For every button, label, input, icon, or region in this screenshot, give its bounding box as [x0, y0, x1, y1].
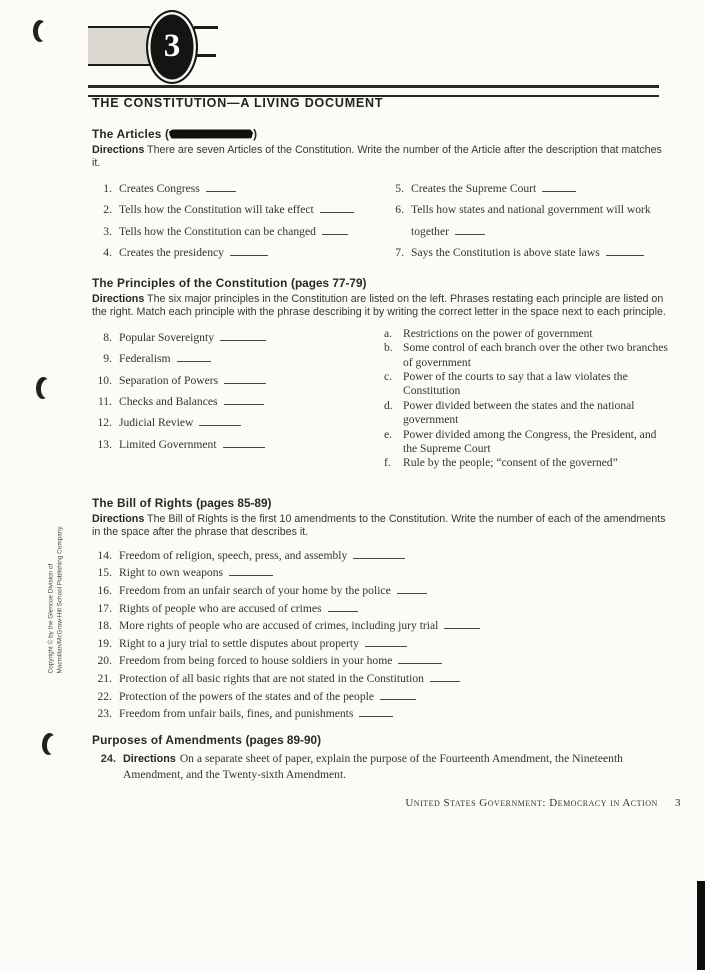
- worksheet-item: [92, 348, 384, 369]
- item-text: Directions On a separate sheet of paper, explain the purpose of the Fourteenth Amendment, the Nineteenth Amendment, and the Twenty-sixth Amendment.: [123, 752, 623, 782]
- item-text: Right to own weapons: [119, 564, 273, 582]
- section-principles: [92, 276, 670, 471]
- item-text: Separation of Powers: [119, 370, 266, 391]
- item-text: Judicial Review: [119, 412, 241, 433]
- item-text: Says the Constitution is above state laws: [411, 242, 644, 263]
- worksheet-item: [384, 199, 670, 242]
- item-number: 16.: [97, 584, 112, 597]
- item-text: Popular Sovereignty: [119, 327, 266, 348]
- chapter-number: 3: [163, 27, 181, 64]
- worksheet-item: [92, 370, 384, 391]
- directions-label: Directions: [123, 753, 176, 765]
- chapter-number-oval: [146, 10, 198, 84]
- articles-list-left: [92, 178, 384, 264]
- worksheet-item: [92, 751, 670, 783]
- answer-blank: [365, 636, 407, 647]
- item-number: 9.: [103, 352, 112, 366]
- choice-item: [384, 341, 670, 370]
- answer-blank: [177, 351, 211, 362]
- choice-item: [384, 399, 670, 428]
- choice-letter: b.: [384, 341, 393, 355]
- section-purposes: [92, 733, 670, 783]
- crescent-scan-mark: [41, 732, 58, 756]
- item-number: 19.: [97, 636, 112, 650]
- worksheet-item: [92, 688, 670, 706]
- item-number: 23.: [97, 707, 112, 721]
- worksheet-item: [92, 242, 384, 263]
- item-number: 6.: [395, 203, 404, 217]
- item-number: 10.: [97, 373, 112, 387]
- item-number: 12.: [97, 416, 112, 430]
- answer-blank: [353, 548, 405, 559]
- worksheet-item: [92, 199, 384, 220]
- section-heading: Purposes of Amendments (pages 89-90): [92, 733, 322, 747]
- page-title: THE CONSTITUTION—A LIVING DOCUMENT: [92, 96, 384, 110]
- articles-list-right: [384, 178, 670, 264]
- item-number: 17.: [97, 601, 112, 615]
- worksheet-item: [92, 412, 384, 433]
- answer-blank: [229, 565, 273, 576]
- item-text: Freedom of religion, speech, press, and assembly: [119, 547, 405, 565]
- worksheet-item: [92, 705, 670, 723]
- choice-text: Power of the courts to say that a law violates the Constitution: [403, 370, 628, 398]
- item-text: Tells how the Constitution will take effect: [119, 199, 354, 220]
- item-number: 22.: [97, 689, 112, 703]
- item-text: Freedom from an unfair search of your home by the police: [119, 582, 427, 600]
- crescent-scan-mark: [35, 377, 51, 401]
- answer-blank: [455, 224, 485, 235]
- section-heading: The Bill of Rights (pages 85-89): [92, 496, 272, 510]
- worksheet-item: [92, 582, 670, 600]
- worksheet-item: [92, 178, 384, 199]
- crescent-scan-mark: [33, 20, 48, 43]
- choice-text: Some control of each branch over the other two branches of government: [403, 341, 668, 369]
- redaction-scribble: [169, 128, 253, 139]
- item-text: Federalism: [119, 348, 211, 369]
- item-text: Rights of people who are accused of crimes: [119, 600, 358, 618]
- item-number: 7.: [395, 246, 404, 260]
- item-text: Creates the Supreme Court: [411, 178, 576, 199]
- choice-text: Power divided among the Congress, the President, and the Supreme Court: [403, 427, 657, 456]
- worksheet-item: [92, 221, 384, 242]
- section-articles: [92, 127, 670, 263]
- answer-blank: [328, 601, 358, 612]
- choice-item: [384, 327, 670, 341]
- worksheet-item: [92, 434, 384, 455]
- item-text: Freedom from being forced to house soldiers in your home: [119, 652, 442, 670]
- worksheet-item: [92, 564, 670, 582]
- choice-text: Rule by the people; “consent of the governed”: [403, 456, 618, 470]
- answer-blank: [223, 437, 265, 448]
- choice-item: [384, 370, 670, 399]
- item-text: Protection of the powers of the states and of the people: [119, 688, 416, 706]
- choice-letter: e.: [384, 427, 393, 441]
- worksheet-item: [92, 652, 670, 670]
- answer-blank: [444, 618, 480, 629]
- book-title: United States Government: Democracy in Action: [405, 797, 658, 809]
- item-number: 14.: [97, 548, 112, 562]
- page-number: 3: [675, 797, 681, 809]
- answer-blank: [606, 245, 644, 256]
- badge-left-bar: [88, 26, 150, 66]
- worksheet-item: [92, 617, 670, 635]
- item-text: Protection of all basic rights that are not stated in the Constitution: [119, 670, 460, 688]
- answer-blank: [380, 689, 416, 700]
- worksheet-item: [92, 391, 384, 412]
- page-range: (pages 77-79): [291, 276, 367, 290]
- choice-text: Restrictions on the power of government: [403, 326, 593, 340]
- worksheet-item: [92, 327, 384, 348]
- worksheet-item: [92, 600, 670, 618]
- section-heading: The Articles ( ): [92, 127, 258, 141]
- footer: [405, 797, 681, 809]
- item-number: 18.: [97, 619, 112, 633]
- item-number: 4.: [103, 246, 112, 260]
- principles-choices: [384, 327, 670, 471]
- item-number: 21.: [97, 671, 112, 685]
- item-number: 20.: [97, 654, 112, 668]
- directions-text: Directions There are seven Articles of the Constitution. Write the number of the Article after the description that matches it.: [92, 144, 662, 170]
- answer-blank: [397, 583, 427, 594]
- item-text: Creates the presidency: [119, 242, 268, 263]
- badge-right-line: [194, 26, 218, 29]
- item-text: Tells how the Constitution can be changed: [119, 221, 348, 242]
- answer-blank: [224, 394, 264, 405]
- scan-edge-artifact: [697, 881, 705, 970]
- choice-text: Power divided between the states and the national government: [403, 398, 635, 427]
- principles-list: [92, 327, 384, 471]
- choice-item: [384, 456, 670, 470]
- directions-text: Directions The six major principles in the Constitution are listed on the left. Phrases restating each principle are listed on the right. Match each principle with the phrase describing it by writing the correct letter in the space next to each principle.: [92, 293, 666, 319]
- item-text: Creates Congress: [119, 178, 236, 199]
- page-range: (pages 85-89): [196, 496, 272, 510]
- item-number: 11.: [97, 395, 112, 409]
- answer-blank: [199, 415, 241, 426]
- choice-letter: d.: [384, 398, 393, 412]
- item-number: 1.: [103, 181, 112, 195]
- item-text: Limited Government: [119, 434, 265, 455]
- answer-blank: [430, 671, 460, 682]
- answer-blank: [322, 224, 348, 235]
- answer-blank: [359, 706, 393, 717]
- answer-blank: [206, 181, 236, 192]
- section-heading: The Principles of the Constitution (pages 77-79): [92, 276, 367, 290]
- item-text: Checks and Balances: [119, 391, 264, 412]
- item-number: 24.: [100, 753, 116, 765]
- worksheet-item: [384, 178, 670, 199]
- answer-blank: [320, 202, 354, 213]
- answer-blank: [542, 181, 576, 192]
- answer-blank: [230, 245, 268, 256]
- worksheet-item: [92, 635, 670, 653]
- item-number: 3.: [103, 224, 112, 238]
- choice-letter: f.: [384, 456, 391, 470]
- directions-text: Directions The Bill of Rights is the first 10 amendments to the Constitution. Write the number of each of the amendments in the space after the phrase that describes it.: [92, 513, 666, 539]
- answer-blank: [398, 653, 442, 664]
- item-text: Right to a jury trial to settle disputes about property: [119, 635, 407, 653]
- item-number: 2.: [103, 203, 112, 217]
- choice-letter: c.: [384, 370, 393, 384]
- page-range: (pages 89-90): [245, 733, 322, 747]
- worksheet-item: [92, 547, 670, 565]
- choice-letter: a.: [384, 326, 393, 340]
- item-text: Freedom from unfair bails, fines, and punishments: [119, 705, 393, 723]
- choice-item: [384, 428, 670, 457]
- item-number: 5.: [395, 181, 404, 195]
- item-number: 8.: [103, 330, 112, 344]
- item-text: More rights of people who are accused of crimes, including jury trial: [119, 617, 480, 635]
- item-number: 13.: [97, 437, 112, 451]
- section-bill-of-rights: [92, 496, 670, 723]
- answer-blank: [224, 373, 266, 384]
- worksheet-item: [384, 242, 670, 263]
- item-text: Tells how states and national government will work together: [411, 203, 651, 238]
- bill-of-rights-list: [92, 547, 670, 723]
- answer-blank: [220, 330, 266, 341]
- copyright-vertical-text: Copyright © by the Glencoe Division of Macmillan/McGraw-Hill School Publishing Company: [47, 526, 63, 674]
- worksheet-item: [92, 670, 670, 688]
- item-number: 15.: [97, 566, 112, 580]
